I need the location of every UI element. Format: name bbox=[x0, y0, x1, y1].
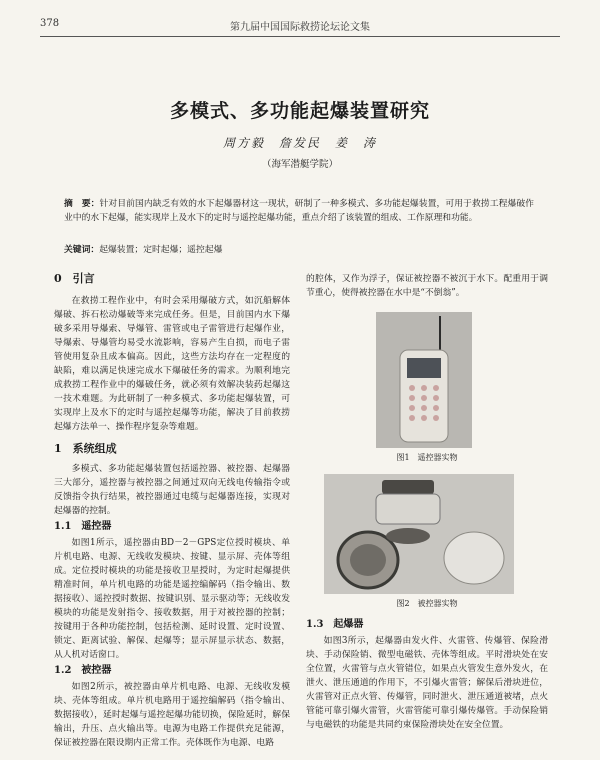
paper-title: 多模式、多功能起爆装置研究 bbox=[169, 100, 430, 122]
figure-2-caption: 图2 被控器实物 bbox=[396, 599, 458, 608]
abstract-label: 摘 要： bbox=[64, 199, 100, 209]
abstract bbox=[64, 197, 534, 225]
figure-1-remote-photo bbox=[376, 312, 472, 448]
header-rule bbox=[40, 36, 560, 37]
remote-paragraph: 如图1所示，遥控器由BD－2－GPS定位授时模块、单片机电路、电源、无线收发模块、按键、显示屏、壳体等组成。定位授时模块的功能是接收卫星授时，为定时起爆提供精准时间，单片机电路的功能是遥控编解码（指令输出、数据接收）、遥控授时数据、按键识别、显示驱动等；无线收发模块的功能是发射指令、接收数据，用于对被控器的控制；按键用于各种功能控制，包括检测、延时设置、定时设置、锁定、距离试验、解保、起爆等；显示屏显示状态、数据，从人机对话窗口。 bbox=[54, 538, 290, 660]
receiver-paragraph: 如图2所示，被控器由单片机电路、电源、无线收发模块、壳体等组成。单片机电路用于遥控编解码（指令输出、数据接收），延时起爆与遥控起爆功能切换，保险延时，解保输出，升压、点火输出等。电源为电路工作提供充足能源，保证被控器在限设期内正常工作。壳体既作为电源、电路 bbox=[54, 682, 290, 748]
right-column-top bbox=[306, 272, 548, 300]
section-heading-intro: 0 引言 bbox=[54, 272, 95, 285]
running-header: 第九届中国国际救捞论坛论文集 bbox=[230, 22, 370, 33]
author-list: 周方毅 詹发民 姜 涛 bbox=[222, 136, 377, 150]
cover-plate bbox=[444, 532, 504, 584]
threaded-cap bbox=[382, 480, 434, 494]
section-heading-remote: 1.1 遥控器 bbox=[54, 521, 112, 532]
page-number: 378 bbox=[40, 18, 60, 29]
affiliation: （海军潜艇学院） bbox=[261, 159, 338, 170]
circuit-board bbox=[350, 544, 386, 576]
keywords-text: 起爆装置；定时起爆；遥控起爆 bbox=[99, 245, 223, 255]
sealing-ring bbox=[386, 528, 430, 544]
receiver-paragraph-cont: 的腔体，又作为浮子，保证被控器不被沉于水下。配重用于调节重心，使得被控器在水中是“不倒翁”。 bbox=[306, 274, 548, 298]
keywords bbox=[64, 242, 534, 255]
system-paragraph: 多模式、多功能起爆装置包括遥控器、被控器、起爆器三大部分，遥控器与被控器之间通过双向无线电传输指令或反馈指令执行结果，被控器通过电缆与起爆器连接，实现对起爆器的控制。 bbox=[54, 464, 290, 516]
remote-screen bbox=[407, 358, 441, 378]
right-column-bottom bbox=[306, 618, 548, 732]
detonator-paragraph: 如图3所示，起爆器由发火件、火雷管、传爆管、保险滑块、手动保险销、微型电磁铁、壳体等组成。平时滑块处在安全位置，火雷管与点火管错位，如果点火管发生意外发火，在泄火、泄压通道的作用下，不引爆火雷管；解保后滑块进位，火雷管对正点火管、传爆管，同时泄火、泄压通道被堵，点火管能可靠引爆火雷管，火雷管能可靠引爆传爆管。手动保险销与电磁铁的功能是共同约束保险滑块处在安全位置。 bbox=[306, 636, 548, 730]
left-column bbox=[54, 272, 290, 750]
section-heading-detonator: 1.3 起爆器 bbox=[306, 619, 364, 630]
figure-1-caption: 图1 遥控器实物 bbox=[396, 453, 458, 462]
figure-2-receiver-photo bbox=[324, 474, 514, 594]
intro-paragraph: 在救捞工程作业中，有时会采用爆破方式，如沉船解体爆破、拆石松动爆破等来完成任务。但是，目前国内水下爆破多采用导爆索、导爆管、雷管或电子雷管进行起爆作业，导爆索、导爆管均易受水流影响，容易产生自损，而电子雷管使用复杂且成本偏高。因此，这些方法均存在一定程度的缺陷，难以满足快速完成水下爆破任务的需求。为顺利地完成救捞工程作业中的爆破任务，就必须有效解决装药起爆这一技术难题。为此研制了一种多模式、多功能起爆装置，可实现岸上及水下的定时与遥控起爆等功能，解决了目前救捞起爆方法单一、操作程序复杂等难题。 bbox=[54, 296, 290, 432]
abstract-text: 针对目前国内缺乏有效的水下起爆器材这一现状，研制了一种多模式、多功能起爆装置，可用于救捞工程爆破作业中的水下起爆，能实现岸上及水下的定时与遥控起爆功能，重点介绍了该装置的组成、工作原理和功能。 bbox=[64, 199, 534, 223]
keywords-label: 关键词： bbox=[64, 245, 100, 255]
section-heading-system: 1 系统组成 bbox=[54, 442, 117, 455]
receiver-shell bbox=[376, 494, 440, 524]
section-heading-receiver: 1.2 被控器 bbox=[54, 665, 112, 676]
